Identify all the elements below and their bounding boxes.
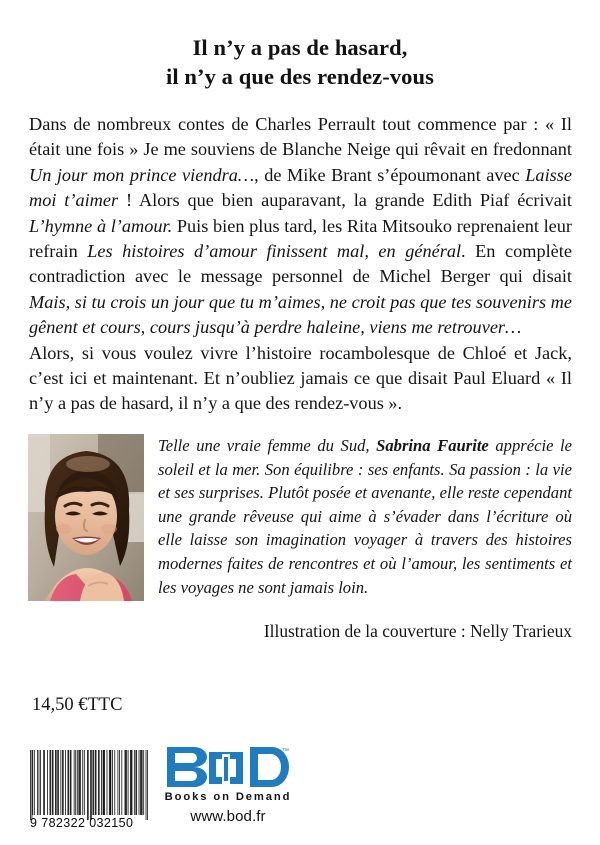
- blurb-paragraph-1: Dans de nombreux contes de Charles Perrault tout commence par : « Il était une fois » Je me souviens de Blanche Neige qui rêvait en fredonnant Un jour mon prince viendra…, de Mike Brant s’époumonant avec Laisse moi t’aimer ! Alors que bien auparavant, la grande Edith Piaf écrivait L’hymne à l’amour. Puis bien plus tard, les Rita Mitsouko reprenaient leur refrain Les histoires d’amour finissent mal, en général. En complète contradiction avec le message personnel de Michel Berger qui disait Mais, si tu crois un jour que tu m’aimes, ne croit pas que tes souvenirs me gênent et cours, cours jusqu’à perdre haleine, viens me retrouver…: [29, 114, 573, 338]
- bod-logo-mark: [164, 744, 292, 790]
- isbn-barcode: [30, 750, 148, 838]
- back-cover-blurb: [29, 112, 572, 417]
- book-title-line-1: Il n’y a pas de hasard,: [192, 35, 408, 60]
- author-portrait-illustration: [28, 434, 144, 601]
- publisher-logo-block: [158, 744, 298, 825]
- book-title-line-2: il n’y a que des rendez-vous: [165, 64, 435, 89]
- price-label: 14,50 €TTC: [32, 695, 123, 715]
- cover-illustration-credit: Illustration de la couverture : Nelly Trarieux: [263, 621, 572, 641]
- book-title: [30, 33, 570, 91]
- publisher-url[interactable]: www.bod.fr: [190, 808, 266, 825]
- trademark-glyph: ™: [282, 748, 289, 755]
- author-bio-text: Telle une vraie femme du Sud, Sabrina Faurite apprécie le soleil et la mer. Son équilibre : ses enfants. Sa passion : la vie et ses surprises. Plutôt posée et avenante, elle reste cependant une grande rêveuse qui aime à s’évader dans l’écriture où elle laisse son imagination voyager à travers des histoires modernes faites de rencontres et où l’amour, les sentiments et les voyages ne sont jamais loin.: [158, 436, 572, 597]
- publisher-tagline: Books on Demand: [164, 791, 292, 803]
- blurb-paragraph-2: Alors, si vous voulez vivre l’histoire rocambolesque de Chloé et Jack, c’est ici et maintenant. Et n’oubliez jamais ce que disait Paul Eluard « Il n’y a pas de hasard, il n’y a que des rendez-vous ».: [29, 342, 572, 414]
- barcode-digits: 9 782322 032150: [30, 816, 134, 830]
- bod-logo-icon: [164, 744, 292, 790]
- author-photo: [28, 434, 144, 601]
- author-bio-section: [28, 434, 572, 606]
- barcode-bars: [30, 750, 148, 820]
